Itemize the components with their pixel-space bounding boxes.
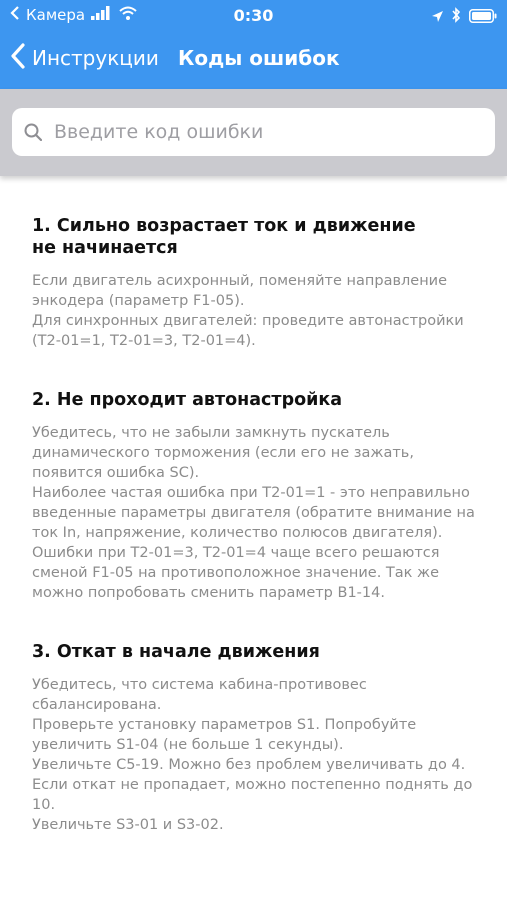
error-description: Убедитесь, что система кабина-противовес сбалансирована. Проверьте установку параметров S1. Попробуйте увеличить S1-04 (не больше 1 секунды). Увеличьте C5-19. Можно без проблем увеличивать до 4. Если откат не пропадает, можно постепенно поднять до 10. Увеличьте S3-01 и S3-02.	[32, 677, 473, 833]
battery-icon	[469, 8, 497, 27]
error-item	[32, 389, 487, 603]
search-area	[0, 89, 507, 176]
status-bar-time: 0:30	[233, 6, 274, 25]
error-title: 1. Сильно возрастает ток и движение не начинается	[32, 216, 416, 258]
page-title: Коды ошибок	[178, 46, 340, 70]
status-bar-right	[431, 7, 497, 27]
error-item	[32, 641, 487, 835]
search-input[interactable]	[52, 120, 476, 144]
error-codes-list	[32, 215, 487, 873]
error-item	[32, 215, 487, 351]
back-button-label: Инструкции	[32, 46, 159, 70]
search-icon	[22, 121, 44, 143]
header	[0, 0, 507, 89]
back-app-label: Камера	[26, 6, 86, 24]
error-title: 2. Не проходит автонастройка	[32, 390, 343, 410]
status-bar	[0, 0, 507, 32]
error-description: Если двигатель асихронный, поменяйте направление энкодера (параметр F1-05). Для синхронных двигателей: проведите автонастройки (T2-01=1, T2-01=3, T2-01=4).	[32, 273, 464, 349]
location-arrow-icon	[431, 8, 444, 27]
bluetooth-icon	[452, 7, 461, 27]
chevron-left-icon	[10, 43, 26, 73]
search-box[interactable]	[12, 108, 495, 156]
error-description: Убедитесь, что не забыли замкнуть пускатель динамического торможения (если его не зажать, появится ошибка SC). Наиболее частая ошибка при T2-01=1 - это неправильно введенные параметры двигателя (обратите внимание на ток In, напряжение, количество полюсов двигателя). Ошибки при T2-01=3, T2-01=4 чаще всего решаются сменой F1-05 на противоположное значение. Так же можно попробовать сменить параметр B1-14.	[32, 425, 475, 601]
error-title: 3. Откат в начале движения	[32, 642, 320, 662]
back-button[interactable]	[10, 42, 159, 74]
nav-bar	[0, 32, 507, 89]
